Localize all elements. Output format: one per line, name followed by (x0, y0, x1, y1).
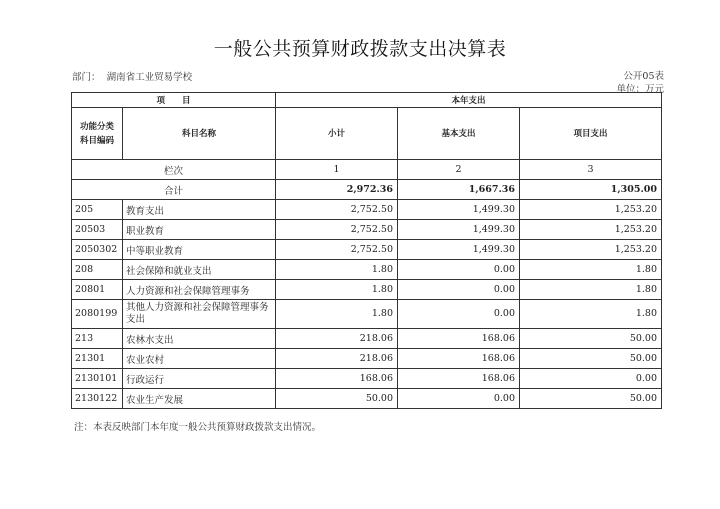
header-subtotal: 小计 (276, 108, 398, 160)
row-code: 205 (72, 200, 123, 220)
table-row (72, 349, 662, 369)
column-index-3: 3 (520, 160, 662, 180)
header-subject-name: 科目名称 (123, 108, 276, 160)
table-row (72, 300, 662, 329)
column-index-1: 1 (276, 160, 398, 180)
footnote: 注：本表反映部门本年度一般公共预算财政拨款支出情况。 (74, 422, 322, 433)
department-line (72, 69, 192, 83)
table-row (72, 329, 662, 349)
table-row (72, 260, 662, 280)
row-code: 208 (72, 260, 123, 280)
row-subtotal: 1.80 (276, 280, 398, 300)
row-basic: 0.00 (398, 300, 520, 329)
row-code: 2130122 (72, 389, 123, 409)
row-basic: 168.06 (398, 349, 520, 369)
row-name: 农林水支出 (123, 329, 276, 349)
form-number: 公开05表 (623, 71, 664, 82)
table-row (72, 220, 662, 240)
row-subtotal: 168.06 (276, 369, 398, 389)
row-subtotal: 218.06 (276, 329, 398, 349)
row-name: 人力资源和社会保障管理事务 (123, 280, 276, 300)
total-label: 合计 (72, 180, 276, 200)
row-code: 2130101 (72, 369, 123, 389)
header-item: 项 目 (72, 93, 276, 108)
row-basic: 0.00 (398, 389, 520, 409)
row-basic: 168.06 (398, 329, 520, 349)
unit-label: 单位：万元 (616, 84, 664, 95)
row-project: 50.00 (520, 349, 662, 369)
row-project: 1,253.20 (520, 200, 662, 220)
row-project: 1.80 (520, 260, 662, 280)
total-project: 1,305.00 (520, 180, 662, 200)
row-subtotal: 1.80 (276, 260, 398, 280)
row-project: 1,253.20 (520, 240, 662, 260)
department-label: 部门： (72, 72, 101, 83)
row-basic: 1,499.30 (398, 200, 520, 220)
header-basic: 基本支出 (398, 108, 520, 160)
row-project: 50.00 (520, 389, 662, 409)
row-basic: 0.00 (398, 280, 520, 300)
header-project: 项目支出 (520, 108, 662, 160)
row-project: 1.80 (520, 280, 662, 300)
row-name: 职业教育 (123, 220, 276, 240)
page-title: 一般公共预算财政拨款支出决算表 (213, 38, 507, 60)
row-name: 其他人力资源和社会保障管理事务支出 (123, 300, 276, 329)
header-row-1 (72, 93, 662, 108)
row-code: 21301 (72, 349, 123, 369)
row-subtotal: 2,752.50 (276, 200, 398, 220)
header-current-year: 本年支出 (276, 93, 662, 108)
row-subtotal: 50.00 (276, 389, 398, 409)
row-name: 教育支出 (123, 200, 276, 220)
row-subtotal: 218.06 (276, 349, 398, 369)
table-row (72, 200, 662, 220)
expenditure-table (71, 92, 662, 409)
row-basic: 168.06 (398, 369, 520, 389)
total-subtotal: 2,972.36 (276, 180, 398, 200)
row-code: 20801 (72, 280, 123, 300)
row-name: 行政运行 (123, 369, 276, 389)
table-row (72, 369, 662, 389)
row-code: 213 (72, 329, 123, 349)
column-index-label: 栏次 (72, 160, 276, 180)
row-project: 0.00 (520, 369, 662, 389)
table-row (72, 280, 662, 300)
row-subtotal: 2,752.50 (276, 220, 398, 240)
row-subtotal: 1.80 (276, 300, 398, 329)
column-index-2: 2 (398, 160, 520, 180)
table-row (72, 389, 662, 409)
row-basic: 0.00 (398, 260, 520, 280)
column-index-row (72, 160, 662, 180)
row-name: 中等职业教育 (123, 240, 276, 260)
row-name: 农业生产发展 (123, 389, 276, 409)
department-name: 湖南省工业贸易学校 (106, 72, 193, 83)
row-basic: 1,499.30 (398, 220, 520, 240)
header-row-2 (72, 108, 662, 160)
total-row (72, 180, 662, 200)
row-code: 20503 (72, 220, 123, 240)
total-basic: 1,667.36 (398, 180, 520, 200)
row-subtotal: 2,752.50 (276, 240, 398, 260)
row-code: 2080199 (72, 300, 123, 329)
row-project: 1,253.20 (520, 220, 662, 240)
row-basic: 1,499.30 (398, 240, 520, 260)
row-name: 社会保障和就业支出 (123, 260, 276, 280)
row-project: 1.80 (520, 300, 662, 329)
row-name: 农业农村 (123, 349, 276, 369)
row-project: 50.00 (520, 329, 662, 349)
header-func-code: 功能分类科目编码 (72, 108, 123, 160)
row-code: 2050302 (72, 240, 123, 260)
table-row (72, 240, 662, 260)
